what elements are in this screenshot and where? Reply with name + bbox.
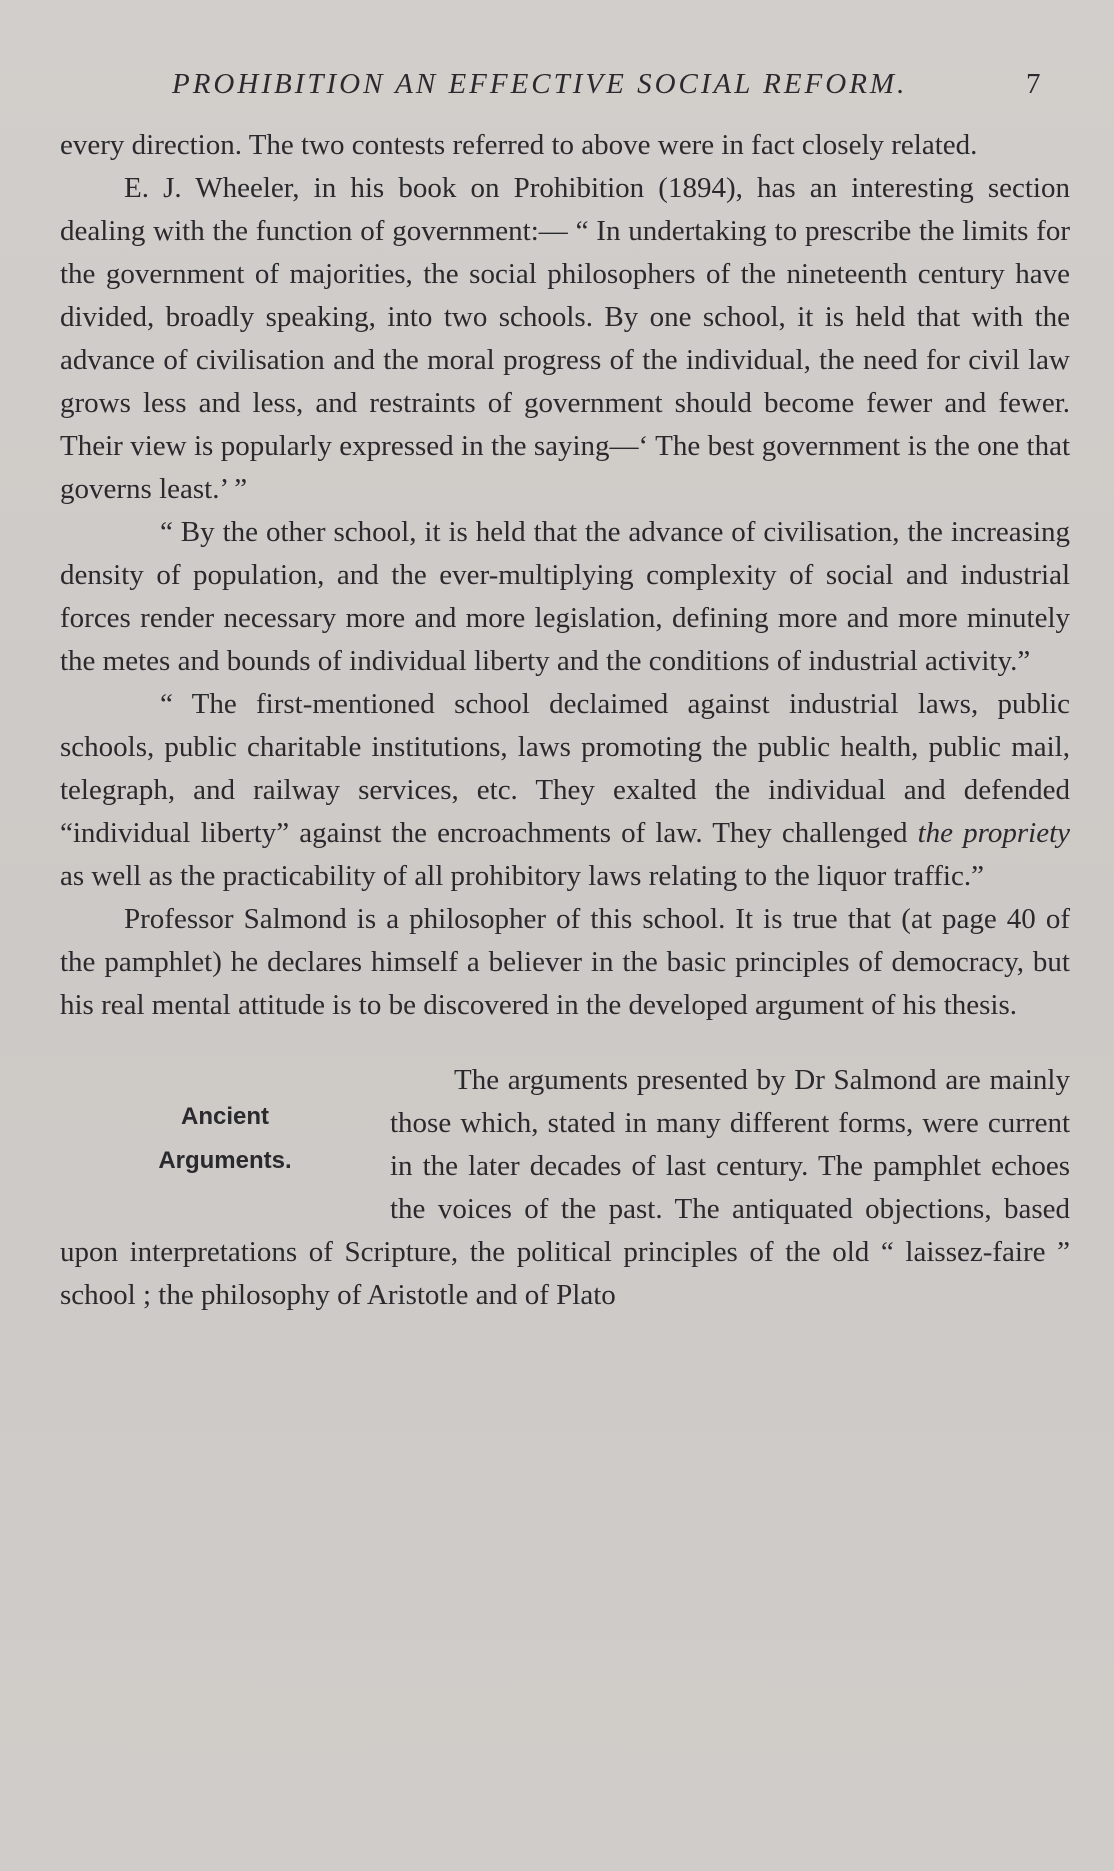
paragraph-continuation: every direction. The two contests referred to above were in fact closely related.: [60, 129, 978, 161]
marginal-heading-line-1: Ancient: [180, 1103, 269, 1130]
marginal-heading-line-2: Arguments.: [158, 1147, 292, 1174]
page-number: 7: [1026, 68, 1041, 100]
marginal-heading: [60, 1095, 390, 1223]
paragraph-first-school-text: “ The first-mentioned school declaimed against industrial laws, public schools, public charitable institutions, laws promoting the public health, public mail, telegraph, and railway services, etc. They exalted the individual and defended “individual liberty” against the encroachments of law. They challenged: [60, 688, 1070, 849]
running-head: [0, 68, 1114, 108]
sidenote-block: [60, 1059, 1070, 1317]
body-text: [60, 124, 1070, 1317]
paragraph-first-school: [60, 683, 1070, 898]
paragraph-wheeler: E. J. Wheeler, in his book on Prohibition (1894), has an interesting section dealing with the function of government:— “ In undertaking to prescribe the limits for the government of majorities, the social philosophers of the nineteenth century have divided, broadly speaking, into two schools. By one school, it is held that with the advance of civilisation and the moral progress of the individual, the need for civil law grows less and less, and restraints of government should become fewer and fewer. Their view is popularly expressed in the saying—‘ The best government is the one that governs least.’ ”: [60, 172, 1070, 505]
paragraph-ancient-arguments: The arguments presented by Dr Salmond are mainly those which, stated in many different forms, were current in the later decades of last century. The pamphlet echoes the voices of the past. The antiquated objections, based upon interpretations of Scripture, the political principles of the old “ laissez-faire ” school ; the philosophy of Aristotle and of Plato: [60, 1064, 1070, 1311]
running-head-title: PROHIBITION AN EFFECTIVE SOCIAL REFORM.: [172, 68, 908, 100]
italic-the-propriety: the propriety: [917, 817, 1071, 849]
paragraph-first-school-end: as well as the practicability of all prohibitory laws relating to the liquor traffic.”: [60, 860, 984, 892]
paragraph-salmond: Professor Salmond is a philosopher of this school. It is true that (at page 40 of the pamphlet) he declares himself a believer in the basic principles of democracy, but his real mental attitude is to be discovered in the developed argument of his thesis.: [60, 903, 1070, 1021]
paragraph-other-school: “ By the other school, it is held that the advance of civilisation, the increasing density of population, and the ever-multiplying complexity of social and industrial forces render necessary more and more legislation, defining more and more minutely the metes and bounds of individual liberty and the conditions of industrial activity.”: [60, 516, 1070, 677]
